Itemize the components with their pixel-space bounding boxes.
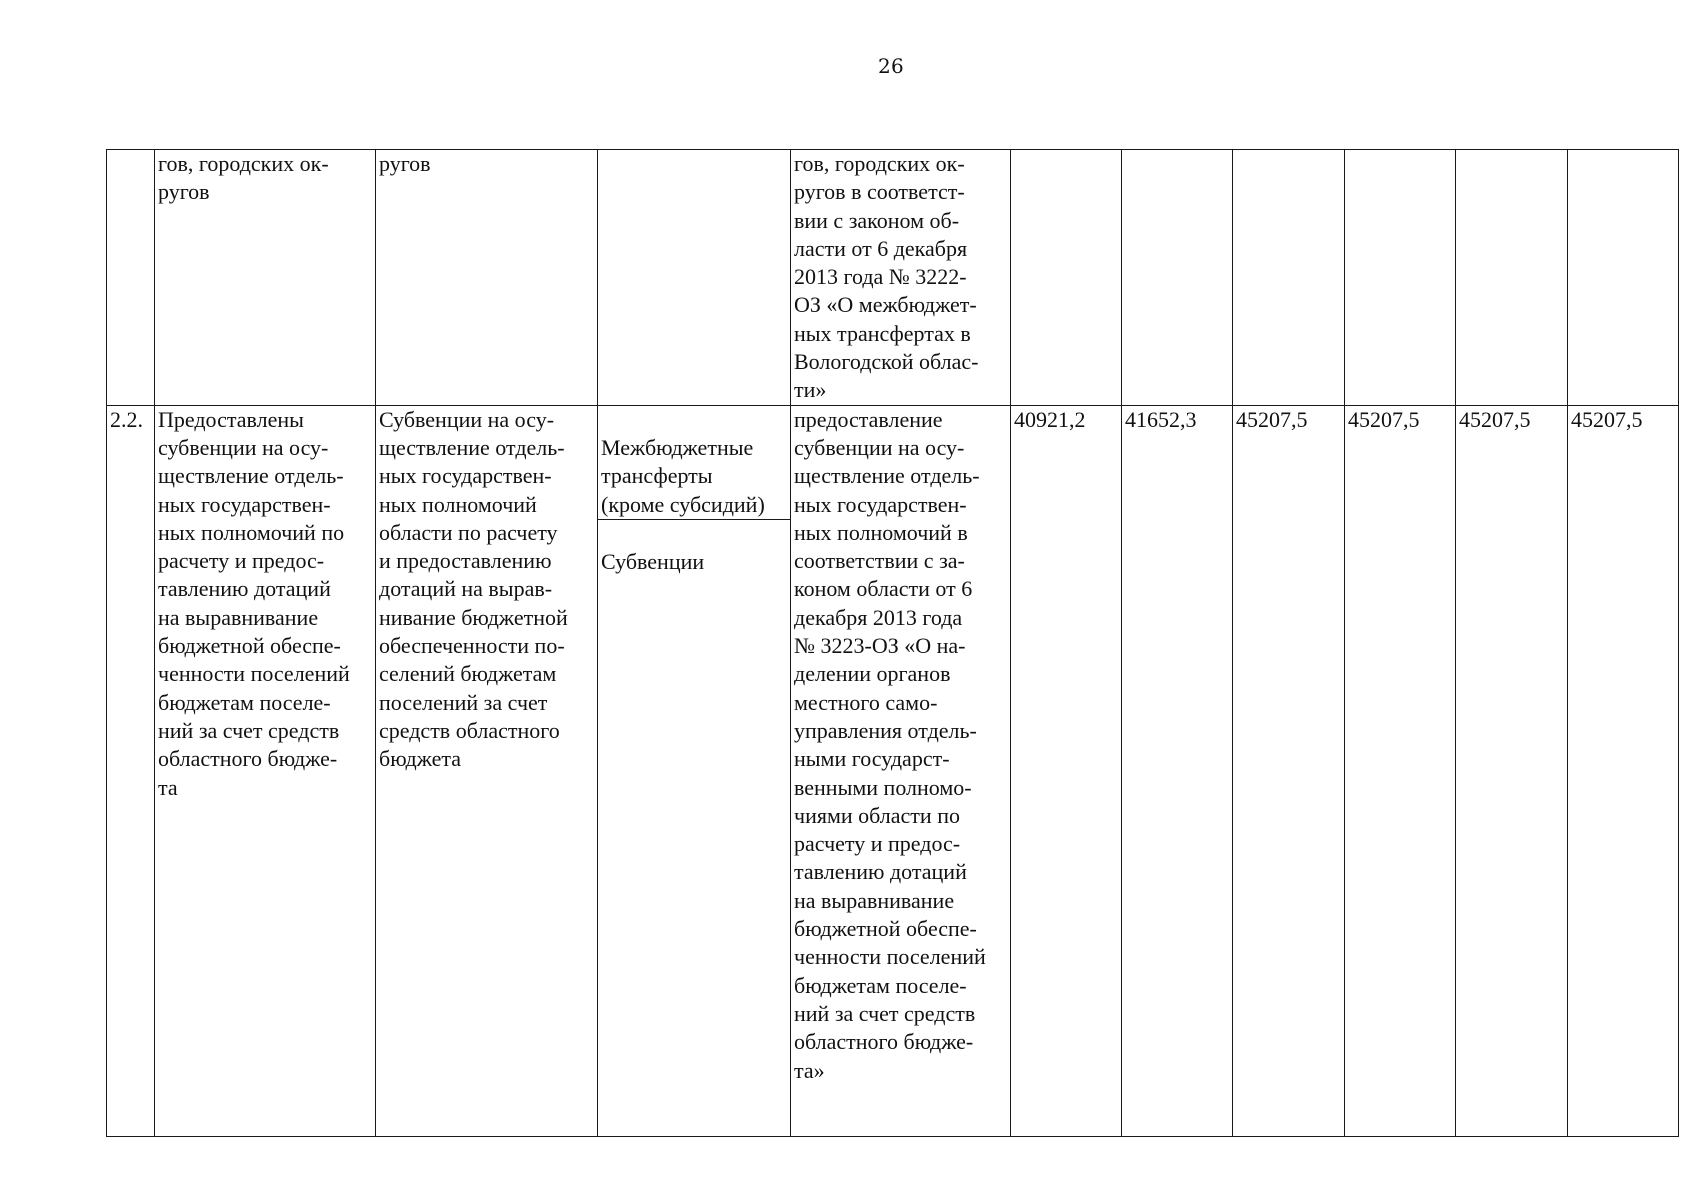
value-cell [1122,150,1233,406]
transfer-subtype-label: Субвенции [601,549,705,575]
value-cell: 45207,5 [1233,405,1345,1136]
value-cell [1456,150,1568,406]
table-row [107,150,1679,406]
table-row [107,405,1679,1136]
transfer-type-cell [598,150,791,406]
value-cell [1011,150,1122,406]
row-number-cell [107,150,155,406]
page-number: 26 [877,54,905,78]
activity-cell: гов, городских ок- ругов [155,150,376,406]
value-cell: 45207,5 [1456,405,1568,1136]
value-cell [1568,150,1679,406]
value-cell: 41652,3 [1122,405,1233,1136]
basis-cell: предоставление субвенции на осу- ществление отдель- ных государствен- ных полномочий в соответствии с за- коном области от 6 декабря 2013 года № 3223-ОЗ «О на- делении органов местного само- управления отдель- ными государст- венными полномо- чиями области по расчету и предос- тавлению дотаций на выравнивание бюджетной обеспе- ченности поселений бюджетам поселе- ний за счет средств областного бюдже- та» [791,405,1011,1136]
transfer-type-label: Межбюджетные трансферты (кроме субсидий) [598,434,790,520]
value-cell: 45207,5 [1568,405,1679,1136]
budget-table [106,149,1679,1137]
activity-cell: Предоставлены субвенции на осу- ществление отдель- ных государствен- ных полномочий по расчету и предос- тавлению дотаций на выравнивание бюджетной обеспе- ченности поселений бюджетам поселе- ний за счет средств областного бюдже- та [155,405,376,1136]
row-number-cell: 2.2. [107,405,155,1136]
value-cell: 45207,5 [1345,405,1456,1136]
transfer-type-cell [598,405,791,1136]
basis-cell: гов, городских ок- ругов в соответст- вии с законом об- ласти от 6 декабря 2013 года № 3222- ОЗ «О межбюджет- ных трансфертах в Вологодской облас- ти» [791,150,1011,406]
value-cell: 40921,2 [1011,405,1122,1136]
value-cell [1345,150,1456,406]
expense-cell: ругов [376,150,598,406]
value-cell [1233,150,1345,406]
expense-cell: Субвенции на осу- ществление отдель- ных государствен- ных полномочий области по расчету и предоставлению дотаций на вырав- нивание бюджетной обеспеченности по- селений бюджетам поселений за счет средств областного бюджета [376,405,598,1136]
